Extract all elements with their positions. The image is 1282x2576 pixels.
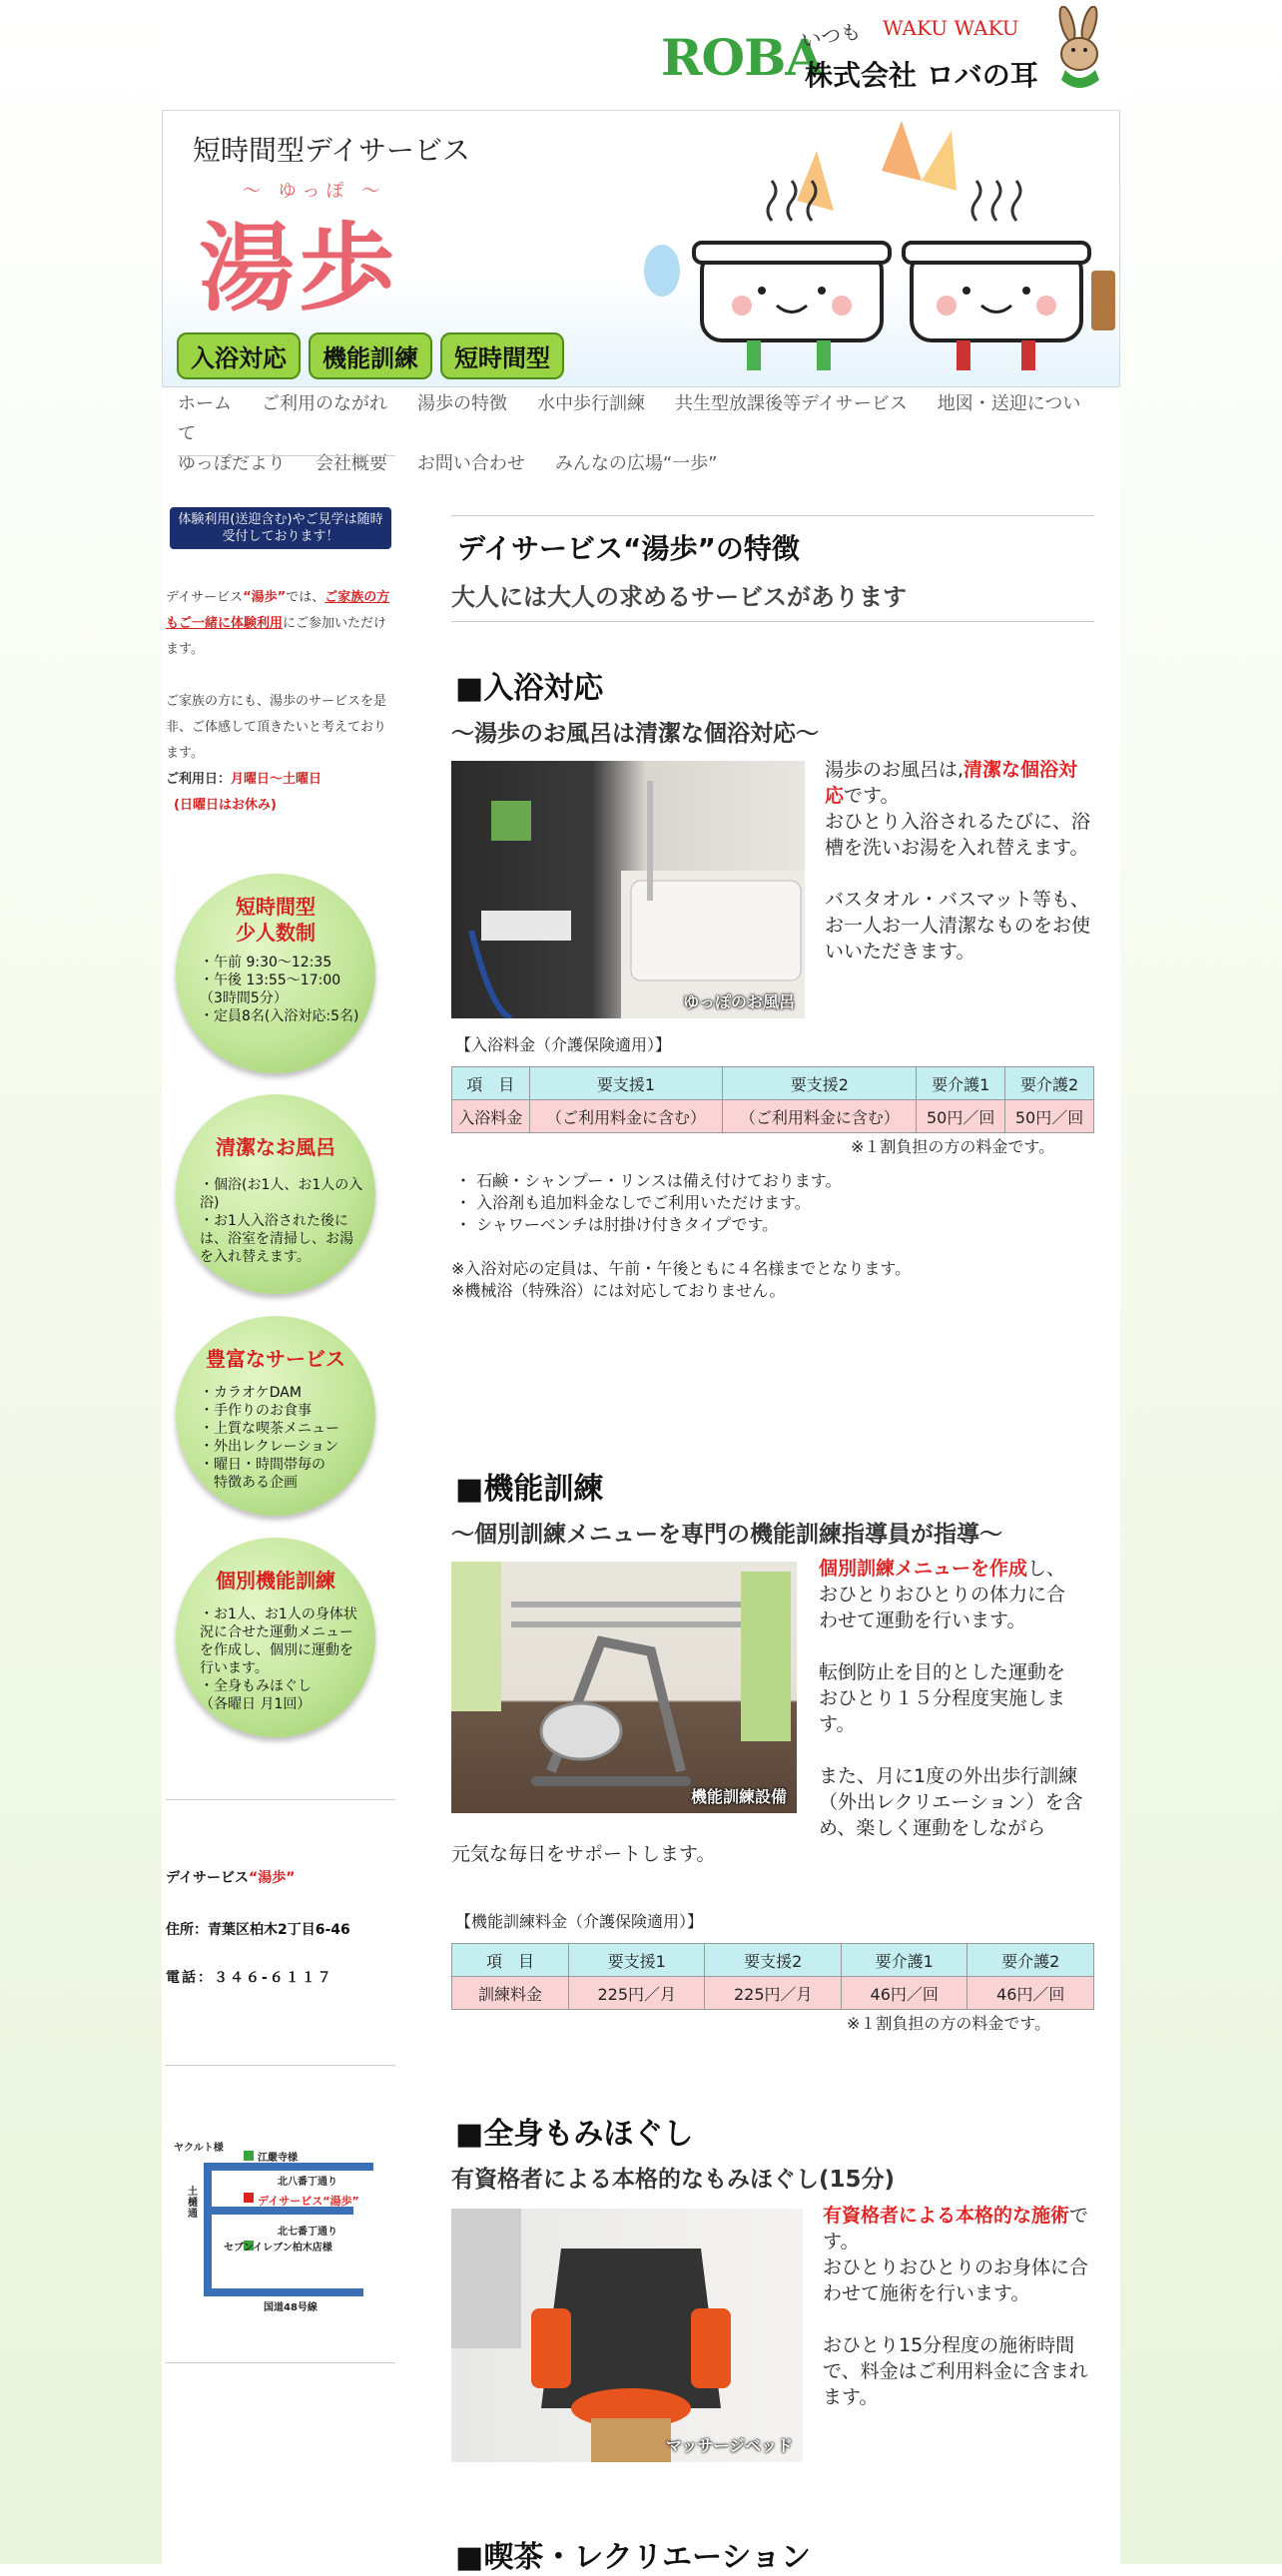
bath-notes xyxy=(451,1258,911,1302)
nav-community[interactable]: みんなの広場“一歩” xyxy=(554,453,718,474)
nav-company[interactable]: 会社概要 xyxy=(315,453,387,474)
table-row xyxy=(452,1977,1094,2010)
intro-paragraph-1 xyxy=(166,585,395,663)
banner-furigana: 〜 ゆっぽ 〜 xyxy=(243,181,386,202)
map-label: 江嚴寺様 xyxy=(258,2153,298,2164)
donkey-mascot-icon xyxy=(1045,6,1115,96)
hero-banner xyxy=(162,110,1120,387)
circle-title: 清潔なお風呂 xyxy=(216,1135,335,1159)
table-row xyxy=(452,1100,1094,1133)
banner-subtitle: 短時間型デイサービス xyxy=(193,134,471,167)
nav-water-walking[interactable]: 水中歩行訓練 xyxy=(537,393,645,414)
map-label: 北八番丁通り xyxy=(278,2177,337,2188)
map-label: 土樋通 xyxy=(188,2187,198,2220)
feature-circle-short xyxy=(176,874,375,1073)
sidebar-divider xyxy=(166,2065,395,2066)
training-fee-label: 【機能訓練料金（介護保険適用）】 xyxy=(455,1912,704,1931)
table-cell: （ご利用料金に含む） xyxy=(529,1100,723,1133)
intro-highlight: ご家族の方もご一緒に体験利用 xyxy=(166,590,390,631)
bath-description xyxy=(825,757,1094,965)
circle-title: 個別機能訓練 xyxy=(216,1569,335,1593)
section-heading-recreation: ■喫茶・レクリエーション xyxy=(455,2540,811,2575)
logo-company-name: 株式会社 ロバの耳 xyxy=(805,59,1038,92)
main-nav xyxy=(178,389,1106,479)
table-cell: 225円／月 xyxy=(705,1977,841,2010)
table-cell: （ご利用料金に含む） xyxy=(723,1100,917,1133)
logo-roba-text: ROBA xyxy=(661,28,824,87)
company-logo[interactable] xyxy=(661,6,1120,96)
section-heading-massage: ■全身もみほぐし xyxy=(455,2117,694,2152)
bath-characters-illustration xyxy=(622,111,1120,387)
training-description xyxy=(819,1556,1082,1763)
banner-title: 湯歩 xyxy=(199,212,398,324)
nav-divider xyxy=(178,455,395,456)
list-item: ・ 石鹸・シャンプー・リンスは備え付けております。 xyxy=(455,1171,842,1190)
section-subheading-training: ～個別訓練メニューを専門の機能訓練指導員が指導～ xyxy=(451,1522,1002,1548)
access-map[interactable] xyxy=(174,2137,393,2316)
logo-waku-text: WAKU WAKU xyxy=(883,16,1019,40)
map-label: デイサービス“湯歩” xyxy=(258,2195,359,2208)
nav-newsletter[interactable]: ゆっぽだより xyxy=(178,453,286,474)
massage-text-1 xyxy=(823,2203,1090,2254)
section-subheading-massage: 有資格者による本格的なもみほぐし(15分) xyxy=(451,2167,896,2193)
service-days xyxy=(166,767,395,793)
training-text-4: 元気な毎日をサポートします。 xyxy=(451,1843,716,1865)
service-name xyxy=(166,1867,295,1887)
sidebar-divider xyxy=(166,1799,395,1800)
photo-caption: ゆっぽのお風呂 xyxy=(683,992,795,1011)
days-label: ご利用日： xyxy=(166,772,232,787)
circle-body: ・午前 9:30〜12:35 ・午後 13:55〜17:00 （3時間5分） ・定員8名(入浴対応:5名) xyxy=(200,955,359,1024)
table-cell: 要支援1 xyxy=(529,1067,723,1100)
table-cell: 50円／回 xyxy=(917,1100,1005,1133)
feature-circle-training xyxy=(176,1538,375,1737)
days-value: 月曜日～土曜日 xyxy=(231,772,322,787)
text: です。 xyxy=(844,785,900,807)
training-fee-table xyxy=(451,1943,1094,2010)
bath-text-3: バスタオル・バスマット等も、お一人お一人清潔なものをお使いいただきます。 xyxy=(825,889,1091,963)
banner-tags xyxy=(177,332,564,379)
table-cell: 要介護1 xyxy=(917,1067,1005,1100)
nav-map[interactable]: 地図・送迎について xyxy=(178,393,1081,444)
table-cell: 要介護1 xyxy=(841,1944,966,1977)
circle-title: 豊富なサービス xyxy=(206,1347,345,1371)
section-heading-training: ■機能訓練 xyxy=(455,1472,604,1507)
table-cell: 要介護2 xyxy=(967,1944,1094,1977)
intro-text: では、 xyxy=(286,590,325,605)
page-title: デイサービス“湯歩”の特徴 xyxy=(457,532,800,565)
highlight: 個別訓練メニューを作成 xyxy=(819,1558,1028,1580)
photo-caption: マッサージベッド xyxy=(665,2436,793,2455)
training-text-3: また、月に1度の外出歩行訓練（外出レクリエーション）を含め、楽しく運動をしながら xyxy=(819,1765,1083,1839)
intro-name: “湯歩” xyxy=(243,590,287,605)
circle-body: ・個浴(お1人、お1人の入浴) ・お1人入浴された後には、浴室を清掃し、お湯を入れ替えます。 xyxy=(200,1177,363,1265)
bath-text-1 xyxy=(825,757,1094,809)
nav-features[interactable]: 湯歩の特徴 xyxy=(417,393,507,414)
nav-flow[interactable]: ご利用のながれ xyxy=(262,393,387,414)
training-description-continued xyxy=(451,1763,1094,1867)
massage-description xyxy=(823,2203,1090,2410)
table-cell: 入浴料金 xyxy=(452,1100,530,1133)
feature-circle-services xyxy=(176,1316,375,1516)
massage-text-3: おひとり15分程度の施術時間で、料金はご利用料金に含まれます。 xyxy=(823,2334,1088,2408)
table-cell: 要支援2 xyxy=(723,1067,917,1100)
training-text-2: 転倒防止を目的とした運動をおひとり１５分程度実施します。 xyxy=(819,1661,1066,1735)
massage-photo xyxy=(451,2209,803,2462)
list-item: ※機械浴（特殊浴）には対応しておりません。 xyxy=(451,1281,786,1300)
nav-row-2 xyxy=(178,449,1106,479)
table-cell: 要支援1 xyxy=(569,1944,705,1977)
text: です。 xyxy=(823,2205,1089,2253)
service-label: デイサービス xyxy=(166,1870,250,1886)
sidebar-divider xyxy=(166,2362,395,2363)
service-brand: “湯歩” xyxy=(249,1870,296,1886)
page-subtitle: 大人には大人の求めるサービスがあります xyxy=(451,583,907,611)
table-header-row xyxy=(452,1067,1094,1100)
section-subheading-bath: ～湯歩のお風呂は清潔な個浴対応～ xyxy=(451,721,819,747)
tag-short: 短時間型 xyxy=(440,332,564,379)
map-label: 北七番丁通り xyxy=(278,2227,337,2238)
table-cell: 46円／回 xyxy=(967,1977,1094,2010)
circle-body: ・カラオケDAM ・手作りのお食事 ・上質な喫茶メニュー ・外出レクレーション ・曜日・時間帯毎の 特徴ある企画 xyxy=(200,1385,339,1491)
title-divider xyxy=(451,515,1094,516)
tag-training: 機能訓練 xyxy=(309,332,432,379)
training-text-1 xyxy=(819,1556,1082,1633)
feature-circle-bath xyxy=(176,1094,375,1294)
title-divider xyxy=(451,621,1094,622)
nav-after-school[interactable]: 共生型放課後等デイサービス xyxy=(675,393,908,414)
circle-title: 短時間型 少人数制 xyxy=(236,895,316,945)
holiday-note: (日曜日はお休み) xyxy=(174,798,277,813)
trial-notice: 体験利用(送迎含む)やご見学は随時受付しております！ xyxy=(170,507,391,549)
phone: 電話：３４６-６１１７ xyxy=(166,1970,333,1986)
bath-text-2: おひとり入浴されるたびに、浴槽を洗いお湯を入れ替えます。 xyxy=(825,811,1091,859)
text: し、おひとりおひとりの体力に合わせて運動を行います。 xyxy=(819,1558,1066,1631)
table-cell: 項 目 xyxy=(452,1944,569,1977)
circle-body: ・お1人、お1人の身体状況に合せた運動メニューを作成し、個別に運動を行います。 ・全身もみほぐし （各曜日 月1回） xyxy=(200,1607,357,1712)
table-cell: 225円／月 xyxy=(569,1977,705,2010)
nav-row-1 xyxy=(178,389,1106,449)
table-cell: 項 目 xyxy=(452,1067,530,1100)
list-item: ・ シャワーベンチは肘掛け付きタイプです。 xyxy=(455,1215,779,1234)
intro-text: デイサービス xyxy=(166,590,244,605)
bath-amenities xyxy=(455,1170,842,1236)
table-cell: 50円／回 xyxy=(1005,1100,1094,1133)
text: 湯歩のお風呂は, xyxy=(825,759,964,781)
section-heading-bath: ■入浴対応 xyxy=(455,671,604,706)
bath-photo xyxy=(451,761,805,1018)
tag-bath: 入浴対応 xyxy=(177,332,301,379)
massage-text-2: おひとりおひとりのお身体に合わせて施術を行います。 xyxy=(823,2256,1089,2304)
training-burden-note: ※１割負担の方の料金です。 xyxy=(847,2014,1051,2033)
nav-home[interactable]: ホーム xyxy=(178,393,232,414)
bath-burden-note: ※１割負担の方の料金です。 xyxy=(851,1137,1055,1156)
table-header-row xyxy=(452,1944,1094,1977)
table-cell: 要支援2 xyxy=(705,1944,841,1977)
sidebar-intro xyxy=(166,585,395,819)
massage-bed-image-icon xyxy=(451,2209,803,2462)
highlight: 清潔な個浴対応 xyxy=(825,759,1078,807)
highlight: 有資格者による本格的な施術 xyxy=(823,2205,1070,2227)
logo-itsumo-text: いつも xyxy=(799,18,863,54)
table-cell: 46円／回 xyxy=(841,1977,966,2010)
intro-paragraph-2: ご家族の方にも、湯歩のサービスを是非、ご体感して頂きたいと考えております。 xyxy=(166,694,387,761)
bath-fee-label: 【入浴料金（介護保険適用）】 xyxy=(455,1035,672,1054)
intro-text: にご参加いただけます。 xyxy=(166,616,387,657)
list-item: ・ 入浴剤も追加料金なしでご利用いただけます。 xyxy=(455,1193,811,1212)
address: 住所：青葉区柏木2丁目6-46 xyxy=(166,1922,350,1938)
bath-fee-table xyxy=(451,1066,1094,1133)
map-label: 国道48号線 xyxy=(264,2302,318,2313)
nav-contact[interactable]: お問い合わせ xyxy=(416,453,525,474)
list-item: ※入浴対応の定員は、午前・午後ともに４名様までとなります。 xyxy=(451,1259,912,1278)
table-cell: 訓練料金 xyxy=(452,1977,569,2010)
map-label: セブンイレブン柏木店様 xyxy=(224,2243,332,2254)
table-cell: 要介護2 xyxy=(1005,1067,1094,1100)
photo-caption: 機能訓練設備 xyxy=(690,1787,787,1806)
bathroom-image-icon xyxy=(451,761,805,1018)
map-label: ヤクルト様 xyxy=(174,2143,224,2154)
